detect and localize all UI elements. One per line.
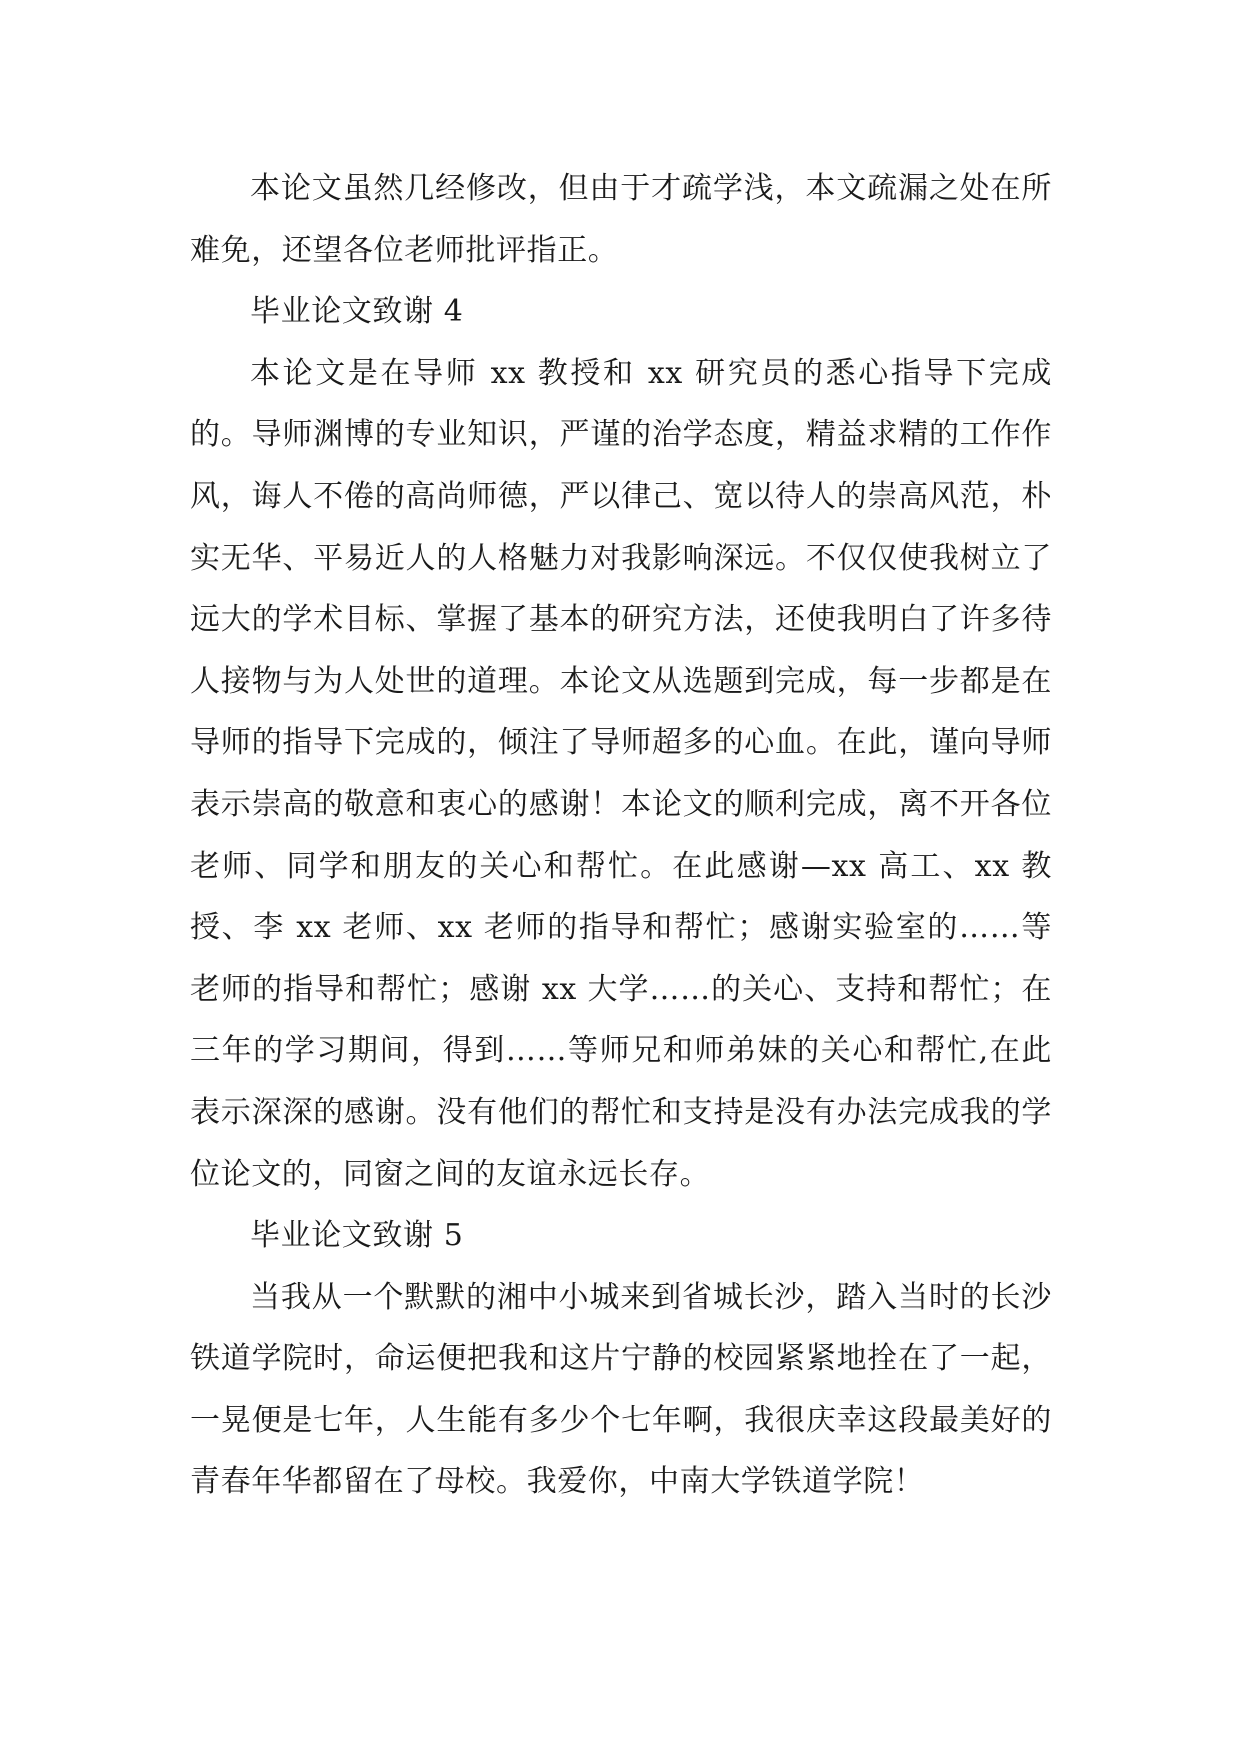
- section-heading-5: 毕业论文致谢 5: [250, 1218, 464, 1254]
- paragraph-acknowledgement-4: 本论文是在导师 xx 教授和 xx 研究员的悉心指导下完成的。导师渊博的专业知识，严谨的治学态度，精益求精的工作作风，诲人不倦的高尚师德，严以律己、宽以待人的崇高风范，朴实无华、平易近人的人格魅力对我影响深远。不仅仅使我树立了远大的学术目标、掌握了基本的研究方法，还使我明白了许多待人接物与为人处世的道理。本论文从选题到完成，每一步都是在导师的指导下完成的，倾注了导师超多的心血。在此，谨向导师表示崇高的敬意和衷心的感谢！本论文的顺利完成，离不开各位老师、同学和朋友的关心和帮忙。在此感谢—xx 高工、xx 教授、李 xx 老师、xx 老师的指导和帮忙；感谢实验室的……等老师的指导和帮忙；感谢 xx 大学……的关心、支持和帮忙；在三年的学习期间，得到……等师兄和师弟妹的关心和帮忙,在此表示深深的感谢。没有他们的帮忙和支持是没有办法完成我的学位论文的，同窗之间的友谊永远长存。: [190, 355, 1052, 1192]
- paragraph-errata-note: 本论文虽然几经修改，但由于才疏学浅，本文疏漏之处在所难免，还望各位老师批评指正。: [190, 171, 1052, 268]
- paragraph-acknowledgement-5: 当我从一个默默的湘中小城来到省城长沙，踏入当时的长沙铁道学院时，命运便把我和这片宁静的校园紧紧地拴在了一起，一晃便是七年，人生能有多少个七年啊，我很庆幸这段最美好的青春年华都留在了母校。我爱你，中南大学铁道学院！: [190, 1279, 1052, 1500]
- document-body: [190, 158, 1052, 1513]
- section-heading-4: 毕业论文致谢 4: [250, 294, 464, 330]
